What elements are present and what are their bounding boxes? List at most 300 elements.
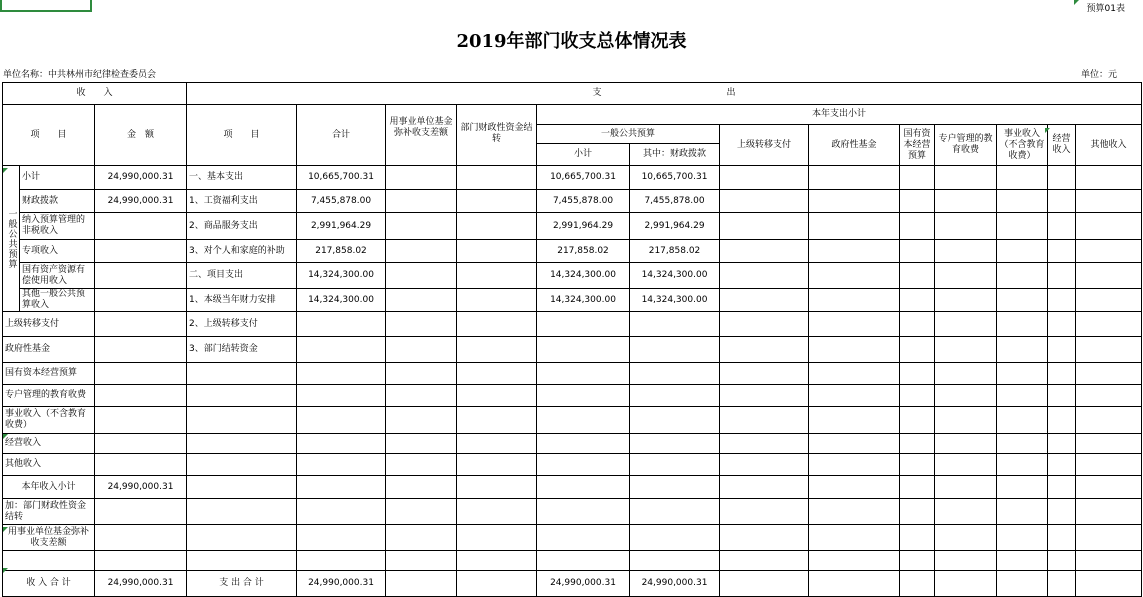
- carry-cell[interactable]: [457, 385, 537, 407]
- empty-cell[interactable]: [720, 434, 809, 454]
- empty-cell[interactable]: [809, 385, 900, 407]
- empty-cell[interactable]: [935, 166, 997, 190]
- currency-unit: 单位：元: [1080, 70, 1117, 80]
- income-item-label[interactable]: 本年收入小计: [3, 476, 95, 499]
- expense-item-label[interactable]: 3、部门结转资金: [187, 337, 297, 363]
- empty-cell[interactable]: [809, 213, 900, 240]
- empty-cell[interactable]: [935, 240, 997, 263]
- empty-cell[interactable]: [809, 337, 900, 363]
- carry-cell[interactable]: [386, 454, 457, 476]
- carry-cell[interactable]: [386, 240, 457, 263]
- col-carry2-header: 部门财政性资金结转: [457, 105, 537, 166]
- empty-cell[interactable]: [1048, 525, 1076, 551]
- income-item-label[interactable]: [3, 551, 95, 571]
- empty-cell[interactable]: [1048, 571, 1076, 597]
- table-row: [3, 166, 1142, 190]
- subtotal-cell[interactable]: 217,858.02: [537, 240, 630, 263]
- income-amount[interactable]: [95, 263, 187, 289]
- income-amount[interactable]: [95, 363, 187, 385]
- income-item-label[interactable]: 上级转移支付: [3, 312, 95, 337]
- carry-cell[interactable]: [457, 337, 537, 363]
- income-amount[interactable]: [95, 499, 187, 525]
- fiscal-cell[interactable]: [630, 363, 720, 385]
- empty-cell[interactable]: [997, 337, 1048, 363]
- empty-cell[interactable]: [1048, 289, 1076, 312]
- empty-cell[interactable]: [809, 571, 900, 597]
- carry-cell[interactable]: [457, 190, 537, 213]
- expense-item-label[interactable]: [187, 499, 297, 525]
- income-amount[interactable]: 24,990,000.31: [95, 476, 187, 499]
- carry-cell[interactable]: [386, 525, 457, 551]
- empty-cell[interactable]: [997, 312, 1048, 337]
- carry-cell[interactable]: [457, 312, 537, 337]
- empty-cell[interactable]: [809, 499, 900, 525]
- empty-cell[interactable]: [1048, 476, 1076, 499]
- subtotal-cell[interactable]: 24,990,000.31: [537, 571, 630, 597]
- expense-total[interactable]: [297, 499, 386, 525]
- carry-cell[interactable]: [457, 263, 537, 289]
- empty-cell[interactable]: [1076, 476, 1142, 499]
- empty-cell[interactable]: [935, 551, 997, 571]
- col-upper-transfer-header: 上级转移支付: [720, 125, 809, 166]
- expense-item-label[interactable]: [187, 363, 297, 385]
- expense-total[interactable]: [297, 385, 386, 407]
- col-business-income-header: 事业收入（不含教育收费）: [997, 125, 1048, 166]
- col-fiscal-header: 其中：财政拨款: [630, 144, 720, 166]
- empty-cell[interactable]: [900, 312, 935, 337]
- expense-item-label[interactable]: [187, 385, 297, 407]
- carry-cell[interactable]: [386, 571, 457, 597]
- empty-cell[interactable]: [900, 571, 935, 597]
- income-item-label[interactable]: 加：部门财政性资金结转: [3, 499, 95, 525]
- expense-total[interactable]: [297, 551, 386, 571]
- empty-cell[interactable]: [1048, 213, 1076, 240]
- empty-cell[interactable]: [720, 385, 809, 407]
- empty-cell[interactable]: [809, 454, 900, 476]
- col-subtotal-header: 小计: [537, 144, 630, 166]
- empty-cell[interactable]: [720, 263, 809, 289]
- income-amount[interactable]: [95, 434, 187, 454]
- empty-cell[interactable]: [809, 476, 900, 499]
- empty-cell[interactable]: [997, 454, 1048, 476]
- empty-cell[interactable]: [900, 454, 935, 476]
- carry-cell[interactable]: [457, 240, 537, 263]
- carry-cell[interactable]: [386, 337, 457, 363]
- table-row: [3, 454, 1142, 476]
- empty-cell[interactable]: [997, 263, 1048, 289]
- income-amount[interactable]: [95, 240, 187, 263]
- income-item-label[interactable]: 小计: [20, 166, 95, 190]
- carry-cell[interactable]: [386, 213, 457, 240]
- empty-cell[interactable]: [900, 434, 935, 454]
- subtotal-cell[interactable]: [537, 499, 630, 525]
- expense-total[interactable]: 14,324,300.00: [297, 289, 386, 312]
- empty-cell[interactable]: [1076, 363, 1142, 385]
- subtotal-cell[interactable]: 10,665,700.31: [537, 166, 630, 190]
- carry-cell[interactable]: [457, 476, 537, 499]
- empty-cell[interactable]: [809, 166, 900, 190]
- subtotal-cell[interactable]: 2,991,964.29: [537, 213, 630, 240]
- empty-cell[interactable]: [1076, 190, 1142, 213]
- empty-cell[interactable]: [809, 551, 900, 571]
- empty-cell[interactable]: [997, 240, 1048, 263]
- expense-item-label[interactable]: [187, 434, 297, 454]
- subtotal-cell[interactable]: [537, 454, 630, 476]
- fiscal-cell[interactable]: [630, 385, 720, 407]
- empty-cell[interactable]: [809, 190, 900, 213]
- empty-cell[interactable]: [900, 551, 935, 571]
- income-item-label[interactable]: 其他收入: [3, 454, 95, 476]
- empty-cell[interactable]: [935, 385, 997, 407]
- expense-total[interactable]: [297, 337, 386, 363]
- expense-item-label[interactable]: 一、基本支出: [187, 166, 297, 190]
- subtotal-cell[interactable]: [537, 312, 630, 337]
- empty-cell[interactable]: [997, 213, 1048, 240]
- empty-cell[interactable]: [809, 312, 900, 337]
- empty-cell[interactable]: [1076, 166, 1142, 190]
- fiscal-cell[interactable]: [630, 551, 720, 571]
- expense-total[interactable]: [297, 434, 386, 454]
- empty-cell[interactable]: [1076, 499, 1142, 525]
- carry-cell[interactable]: [386, 407, 457, 434]
- empty-cell[interactable]: [1076, 551, 1142, 571]
- expense-total[interactable]: [297, 363, 386, 385]
- table-row: [3, 363, 1142, 385]
- expense-total[interactable]: 2,991,964.29: [297, 213, 386, 240]
- empty-cell[interactable]: [935, 213, 997, 240]
- expense-total[interactable]: [297, 407, 386, 434]
- expense-item-label[interactable]: [187, 407, 297, 434]
- empty-cell[interactable]: [809, 363, 900, 385]
- income-item-label[interactable]: 专户管理的教育收费: [3, 385, 95, 407]
- empty-cell[interactable]: [720, 454, 809, 476]
- empty-cell[interactable]: [1048, 407, 1076, 434]
- subtotal-cell[interactable]: [537, 407, 630, 434]
- income-amount[interactable]: [95, 385, 187, 407]
- empty-cell[interactable]: [997, 190, 1048, 213]
- carry-cell[interactable]: [386, 312, 457, 337]
- expense-item-label[interactable]: [187, 551, 297, 571]
- empty-cell[interactable]: [997, 476, 1048, 499]
- income-amount[interactable]: 24,990,000.31: [95, 166, 187, 190]
- empty-cell[interactable]: [720, 289, 809, 312]
- fiscal-cell[interactable]: 7,455,878.00: [630, 190, 720, 213]
- empty-cell[interactable]: [1076, 385, 1142, 407]
- carry-cell[interactable]: [386, 190, 457, 213]
- income-item-label[interactable]: 专项收入: [20, 240, 95, 263]
- fiscal-cell[interactable]: [630, 454, 720, 476]
- empty-cell[interactable]: [935, 571, 997, 597]
- fiscal-cell[interactable]: [630, 499, 720, 525]
- carry-cell[interactable]: [457, 499, 537, 525]
- empty-cell[interactable]: [997, 363, 1048, 385]
- empty-cell[interactable]: [1076, 263, 1142, 289]
- income-amount[interactable]: [95, 551, 187, 571]
- col-edu-fee-header: 专户管理的教育收费: [935, 125, 997, 166]
- income-item-label[interactable]: 经营收入: [3, 434, 95, 454]
- fiscal-cell[interactable]: [630, 476, 720, 499]
- income-amount[interactable]: [95, 312, 187, 337]
- empty-cell[interactable]: [935, 190, 997, 213]
- fiscal-cell[interactable]: [630, 434, 720, 454]
- expense-item-label[interactable]: 1、本级当年财力安排: [187, 289, 297, 312]
- empty-cell[interactable]: [935, 476, 997, 499]
- empty-cell[interactable]: [900, 166, 935, 190]
- empty-cell[interactable]: [1076, 312, 1142, 337]
- empty-cell[interactable]: [1048, 385, 1076, 407]
- comment-marker-icon: [3, 568, 8, 573]
- empty-cell[interactable]: [1048, 454, 1076, 476]
- empty-cell[interactable]: [900, 363, 935, 385]
- empty-cell[interactable]: [1048, 166, 1076, 190]
- subtotal-cell[interactable]: [537, 363, 630, 385]
- carry-cell[interactable]: [386, 434, 457, 454]
- subtotal-cell[interactable]: [537, 551, 630, 571]
- income-item-label[interactable]: 收 入 合 计: [3, 571, 95, 597]
- income-amount[interactable]: 24,990,000.31: [95, 190, 187, 213]
- empty-cell[interactable]: [1076, 213, 1142, 240]
- carry-cell[interactable]: [386, 263, 457, 289]
- income-amount[interactable]: [95, 213, 187, 240]
- carry-cell[interactable]: [457, 551, 537, 571]
- empty-cell[interactable]: [720, 213, 809, 240]
- empty-cell[interactable]: [1048, 337, 1076, 363]
- fiscal-cell[interactable]: 24,990,000.31: [630, 571, 720, 597]
- expense-header-part2: 出: [726, 88, 736, 98]
- empty-cell[interactable]: [1048, 240, 1076, 263]
- empty-cell[interactable]: [1076, 407, 1142, 434]
- carry-cell[interactable]: [386, 499, 457, 525]
- active-cell-selection[interactable]: [0, 0, 92, 12]
- empty-cell[interactable]: [1076, 525, 1142, 551]
- empty-cell[interactable]: [1076, 240, 1142, 263]
- empty-cell[interactable]: [720, 363, 809, 385]
- empty-cell[interactable]: [997, 499, 1048, 525]
- empty-cell[interactable]: [1076, 434, 1142, 454]
- empty-cell[interactable]: [900, 407, 935, 434]
- carry-cell[interactable]: [457, 363, 537, 385]
- subtotal-cell[interactable]: 14,324,300.00: [537, 289, 630, 312]
- expense-total[interactable]: 10,665,700.31: [297, 166, 386, 190]
- expense-total[interactable]: 217,858.02: [297, 240, 386, 263]
- empty-cell[interactable]: [935, 407, 997, 434]
- col-item2-header: 项 目: [187, 105, 297, 166]
- empty-cell[interactable]: [997, 434, 1048, 454]
- empty-cell[interactable]: [720, 240, 809, 263]
- expense-item-label[interactable]: 3、对个人和家庭的补助: [187, 240, 297, 263]
- empty-cell[interactable]: [900, 289, 935, 312]
- subtotal-cell[interactable]: [537, 337, 630, 363]
- empty-cell[interactable]: [1076, 337, 1142, 363]
- empty-cell[interactable]: [1076, 289, 1142, 312]
- empty-cell[interactable]: [997, 525, 1048, 551]
- carry-cell[interactable]: [386, 363, 457, 385]
- table-row: [3, 263, 1142, 289]
- empty-cell[interactable]: [997, 407, 1048, 434]
- carry-cell[interactable]: [386, 166, 457, 190]
- empty-cell[interactable]: [1048, 363, 1076, 385]
- carry-cell[interactable]: [457, 407, 537, 434]
- empty-cell[interactable]: [720, 312, 809, 337]
- empty-cell[interactable]: [935, 499, 997, 525]
- expense-total[interactable]: [297, 312, 386, 337]
- col-total-header: 合计: [297, 105, 386, 166]
- income-amount[interactable]: [95, 454, 187, 476]
- empty-cell[interactable]: [720, 499, 809, 525]
- empty-cell[interactable]: [935, 312, 997, 337]
- expense-total[interactable]: 24,990,000.31: [297, 571, 386, 597]
- empty-cell[interactable]: [809, 525, 900, 551]
- expense-total[interactable]: [297, 454, 386, 476]
- subtotal-cell[interactable]: [537, 385, 630, 407]
- income-item-label[interactable]: 事业收入（不含教育收费）: [3, 407, 95, 434]
- col-operating-income-header: 经营收入: [1048, 125, 1076, 166]
- fiscal-cell[interactable]: 14,324,300.00: [630, 289, 720, 312]
- income-item-label[interactable]: 国有资本经营预算: [3, 363, 95, 385]
- empty-cell[interactable]: [900, 337, 935, 363]
- income-item-label[interactable]: 纳入预算管理的非税收入: [20, 213, 95, 240]
- empty-cell[interactable]: [935, 263, 997, 289]
- expense-header-part1: 支: [592, 88, 602, 98]
- empty-cell[interactable]: [935, 363, 997, 385]
- fiscal-cell[interactable]: [630, 337, 720, 363]
- comment-marker-icon: [3, 527, 8, 532]
- empty-cell[interactable]: [720, 525, 809, 551]
- subtotal-cell[interactable]: [537, 434, 630, 454]
- expense-item-label[interactable]: [187, 525, 297, 551]
- income-amount[interactable]: [95, 525, 187, 551]
- fiscal-cell[interactable]: 217,858.02: [630, 240, 720, 263]
- comment-marker-icon: [3, 434, 8, 439]
- fiscal-cell[interactable]: 14,324,300.00: [630, 263, 720, 289]
- income-item-label[interactable]: 政府性基金: [3, 337, 95, 363]
- empty-cell[interactable]: [1076, 454, 1142, 476]
- income-item-label[interactable]: 财政拨款: [20, 190, 95, 213]
- empty-cell[interactable]: [809, 240, 900, 263]
- empty-cell[interactable]: [935, 289, 997, 312]
- table-row: [3, 407, 1142, 434]
- expense-total[interactable]: [297, 476, 386, 499]
- expense-item-label[interactable]: 二、项目支出: [187, 263, 297, 289]
- income-amount[interactable]: [95, 289, 187, 312]
- table-row: [3, 385, 1142, 407]
- empty-cell[interactable]: [1048, 434, 1076, 454]
- empty-cell[interactable]: [720, 190, 809, 213]
- table-row: [3, 312, 1142, 337]
- income-item-label[interactable]: 用事业单位基金弥补收支差额: [3, 525, 95, 551]
- empty-cell[interactable]: [935, 434, 997, 454]
- empty-cell[interactable]: [1048, 263, 1076, 289]
- carry-cell[interactable]: [386, 476, 457, 499]
- empty-cell[interactable]: [1048, 551, 1076, 571]
- expense-item-label[interactable]: 支 出 合 计: [187, 571, 297, 597]
- empty-cell[interactable]: [900, 385, 935, 407]
- empty-cell[interactable]: [997, 166, 1048, 190]
- income-amount[interactable]: 24,990,000.31: [95, 571, 187, 597]
- empty-cell[interactable]: [809, 263, 900, 289]
- fiscal-cell[interactable]: [630, 525, 720, 551]
- income-item-label[interactable]: 其他一般公共预算收入: [20, 289, 95, 312]
- expense-item-label[interactable]: 2、商品服务支出: [187, 213, 297, 240]
- expense-item-label[interactable]: 1、工资福利支出: [187, 190, 297, 213]
- col-gov-fund-header: 政府性基金: [809, 125, 900, 166]
- empty-cell[interactable]: [900, 476, 935, 499]
- subtotal-cell[interactable]: 14,324,300.00: [537, 263, 630, 289]
- empty-cell[interactable]: [935, 525, 997, 551]
- expense-item-label[interactable]: 2、上级转移支付: [187, 312, 297, 337]
- empty-cell[interactable]: [900, 213, 935, 240]
- fiscal-cell[interactable]: 2,991,964.29: [630, 213, 720, 240]
- carry-cell[interactable]: [457, 525, 537, 551]
- income-amount[interactable]: [95, 407, 187, 434]
- empty-cell[interactable]: [809, 289, 900, 312]
- subtotal-cell[interactable]: [537, 476, 630, 499]
- empty-cell[interactable]: [1048, 190, 1076, 213]
- carry-cell[interactable]: [386, 551, 457, 571]
- empty-cell[interactable]: [1076, 571, 1142, 597]
- empty-cell[interactable]: [997, 289, 1048, 312]
- subtotal-cell[interactable]: 7,455,878.00: [537, 190, 630, 213]
- empty-cell[interactable]: [997, 551, 1048, 571]
- empty-cell[interactable]: [900, 190, 935, 213]
- fiscal-cell[interactable]: 10,665,700.31: [630, 166, 720, 190]
- empty-cell[interactable]: [809, 434, 900, 454]
- empty-cell[interactable]: [720, 476, 809, 499]
- expense-item-label[interactable]: [187, 454, 297, 476]
- carry-cell[interactable]: [386, 289, 457, 312]
- expense-header: [187, 83, 1142, 105]
- empty-cell[interactable]: [935, 454, 997, 476]
- empty-cell[interactable]: [935, 337, 997, 363]
- comment-marker-icon: [1074, 0, 1079, 5]
- carry-cell[interactable]: [386, 385, 457, 407]
- table-row: [3, 240, 1142, 263]
- carry-cell[interactable]: [457, 434, 537, 454]
- empty-cell[interactable]: [997, 385, 1048, 407]
- empty-cell[interactable]: [720, 407, 809, 434]
- unit-name: 单位名称：中共林州市纪律检查委员会: [3, 70, 157, 80]
- empty-cell[interactable]: [900, 263, 935, 289]
- subtotal-cell[interactable]: [537, 525, 630, 551]
- empty-cell[interactable]: [1048, 499, 1076, 525]
- empty-cell[interactable]: [720, 337, 809, 363]
- empty-cell[interactable]: [720, 551, 809, 571]
- empty-cell[interactable]: [1048, 312, 1076, 337]
- group-label: 一般公共预算: [3, 166, 20, 312]
- empty-cell[interactable]: [720, 571, 809, 597]
- empty-cell[interactable]: [997, 571, 1048, 597]
- expense-item-label[interactable]: [187, 476, 297, 499]
- empty-cell[interactable]: [900, 499, 935, 525]
- fiscal-cell[interactable]: [630, 312, 720, 337]
- carry-cell[interactable]: [457, 289, 537, 312]
- empty-cell[interactable]: [900, 240, 935, 263]
- carry-cell[interactable]: [457, 454, 537, 476]
- carry-cell[interactable]: [457, 166, 537, 190]
- income-amount[interactable]: [95, 337, 187, 363]
- carry-cell[interactable]: [457, 213, 537, 240]
- carry-cell[interactable]: [457, 571, 537, 597]
- fiscal-cell[interactable]: [630, 407, 720, 434]
- expense-total[interactable]: 14,324,300.00: [297, 263, 386, 289]
- expense-total[interactable]: [297, 525, 386, 551]
- empty-cell[interactable]: [900, 525, 935, 551]
- income-item-label[interactable]: 国有资产资源有偿使用收入: [20, 263, 95, 289]
- expense-total[interactable]: 7,455,878.00: [297, 190, 386, 213]
- empty-cell[interactable]: [809, 407, 900, 434]
- comment-marker-icon: [3, 168, 8, 173]
- empty-cell[interactable]: [720, 166, 809, 190]
